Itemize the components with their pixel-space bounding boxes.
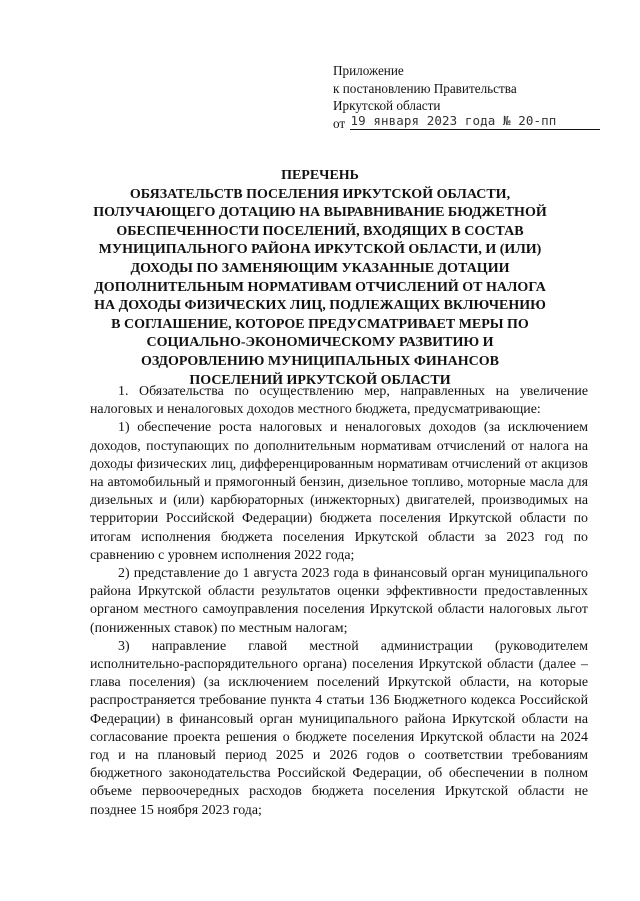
paragraph-item-1: 1) обеспечение роста налоговых и неналоговых доходов (за исключением доходов, поступающих по дополнительным нормативам отчислений от налога на доходы физических лиц, дифференцированным нормативам отчислений от акцизов на автомобильный и прямогонный бензин, дизельное топливо, моторные масла для дизельных и (или) карбюраторных (инжекторных) двигателей, производимых на территории Российской Федерации) бюджета поселения Иркутской области по итогам исполнения бюджета поселения Иркутской области за 2023 год по сравнению с уровнем исполнения 2022 года; [90,420,588,563]
title-line: ДОХОДЫ ПО ЗАМЕНЯЮЩИМ УКАЗАННЫЕ ДОТАЦИИ [130,260,510,276]
document-title [70,167,570,390]
appendix-from-label: от [333,115,346,131]
paragraph-item-3: 3) направление главой местной администрации (руководителем исполнительно-распорядительного органа) поселения Иркутской области (далее – глава поселения) (за исключением поселений Иркутской области, на которые распространяется требование пункта 4 статьи 136 Бюджетного кодекса Российской Федерации) в финансовый орган муниципального района Иркутской области на согласование проекта решения о бюджете поселения Иркутской области на 2024 год и на плановый период 2025 и 2026 годов о соответствии требованиям бюджетного законодательства Российской Федерации, об обеспечении в полном объеме первоочередных расходов бюджета поселения Иркутской области не позднее 15 ноября 2023 года; [90,638,588,818]
appendix-region-line: Иркутской области [333,98,441,113]
appendix-block [333,62,623,133]
title-line: НА ДОХОДЫ ФИЗИЧЕСКИХ ЛИЦ, ПОДЛЕЖАЩИХ ВКЛЮЧЕНИЮ [94,298,546,314]
document-body [90,383,588,820]
title-line: ОБЕСПЕЧЕННОСТИ ПОСЕЛЕНИЙ, ВХОДЯЩИХ В СОСТАВ [116,223,524,239]
title-line: МУНИЦИПАЛЬНОГО РАЙОНА ИРКУТСКОЙ ОБЛАСТИ, И (ИЛИ) [98,242,542,258]
paragraph-item-2: 2) представление до 1 августа 2023 года в финансовый орган муниципального района Иркутской области результатов оценки эффективности предоставленных органом местного самоуправления поселения Иркутской области налоговых льгот (пониженных ставок) по местным налогам; [90,566,588,636]
appendix-date-number: 19 января 2023 года № 20-пп [350,113,600,130]
paragraph-obligations-intro: 1. Обязательства по осуществлению мер, направленных на увеличение налоговых и неналоговых доходов местного бюджета, предусматривающие: [90,384,588,418]
title-heading: ПЕРЕЧЕНЬ [281,168,359,183]
title-line: СОЦИАЛЬНО-ЭКОНОМИЧЕСКОМУ РАЗВИТИЮ И [146,335,494,351]
title-line: ПОЛУЧАЮЩЕГО ДОТАЦИЮ НА ВЫРАВНИВАНИЕ БЮДЖЕТНОЙ [93,205,547,221]
title-line: ПОСЕЛЕНИЙ ИРКУТСКОЙ ОБЛАСТИ [189,372,451,388]
appendix-date-line [333,112,623,133]
title-line: ДОПОЛНИТЕЛЬНЫМ НОРМАТИВАМ ОТЧИСЛЕНИЙ ОТ НАЛОГА [94,279,546,295]
title-line: ОБЯЗАТЕЛЬСТВ ПОСЕЛЕНИЯ ИРКУТСКОЙ ОБЛАСТИ, [129,186,511,202]
title-line: ОЗДОРОВЛЕНИЮ МУНИЦИПАЛЬНЫХ ФИНАНСОВ [140,353,500,369]
appendix-label: Приложение [333,63,404,78]
title-line: В СОГЛАШЕНИЕ, КОТОРОЕ ПРЕДУСМАТРИВАЕТ МЕРЫ ПО [111,316,529,332]
appendix-resolution-line: к постановлению Правительства [333,80,517,96]
